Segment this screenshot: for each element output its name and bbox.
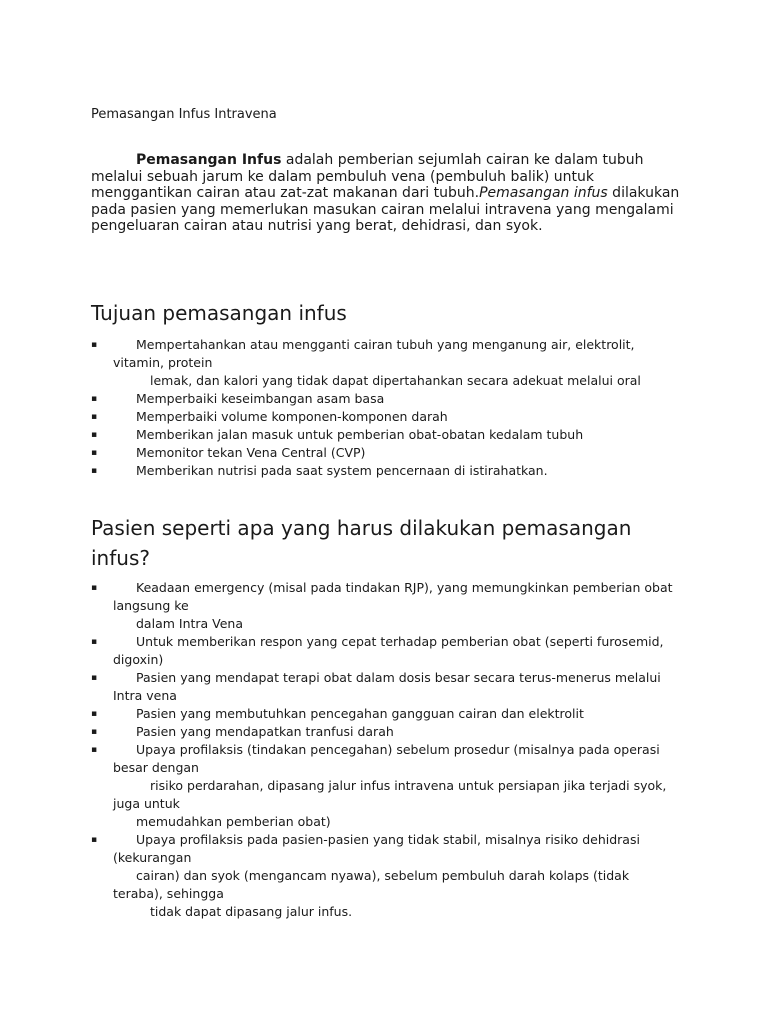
list-item-line: lemak, dan kalori yang tidak dapat dipertahankan secara adekuat melalui oral [150,373,641,388]
list-item-line: cairan) dan syok (mengancam nyawa), sebelum pembuluh darah kolaps (tidak [136,868,630,883]
intro-italic-term: Pemasangan infus [479,185,608,201]
list-item-line: Pasien yang mendapat terapi obat dalam dosis besar secara terus-menerus melalui [136,670,661,685]
list-item-line: Pasien yang membutuhkan pencegahan gangguan cairan dan elektrolit [136,706,584,721]
intro-paragraph [91,152,681,235]
square-bullet-icon: ▪ [91,466,98,476]
list-item-line: tidak dapat dipasang jalur infus. [150,904,353,919]
list-item [91,390,681,408]
list-item-line: Upaya profilaksis pada pasien-pasien yang tidak stabil, misalnya risiko dehidrasi [136,832,640,847]
intro-bold-term: Pemasangan Infus [136,152,282,168]
pasien-list [91,579,681,921]
list-item-line: Intra vena [113,688,177,703]
section-heading-pasien: Pasien seperti apa yang harus dilakukan pemasangan infus? [91,516,632,570]
list-item-line: digoxin) [113,652,164,667]
list-item-line: (kekurangan [113,850,192,865]
list-item-line: dalam Intra Vena [136,616,244,631]
list-item [91,336,681,390]
list-item [91,741,681,831]
list-item [91,444,681,462]
square-bullet-icon: ▪ [91,709,98,719]
square-bullet-icon: ▪ [91,448,98,458]
list-item-line: Keadaan emergency (misal pada tindakan RJP), yang memungkinkan pemberian obat [136,580,673,595]
document-title: Pemasangan Infus Intravena [91,107,277,122]
list-item-line: Memperbaiki keseimbangan asam basa [136,391,385,406]
square-bullet-icon: ▪ [91,340,98,350]
list-item-line: Memberikan jalan masuk untuk pemberian obat-obatan kedalam tubuh [136,427,584,442]
list-item-line: memudahkan pemberian obat) [136,814,331,829]
square-bullet-icon: ▪ [91,430,98,440]
list-item [91,408,681,426]
list-item-line: Mempertahankan atau mengganti cairan tubuh yang menganung air, elektrolit, [136,337,635,352]
list-item [91,723,681,741]
list-item-line: Memberikan nutrisi pada saat system pencernaan di istirahatkan. [136,463,548,478]
square-bullet-icon: ▪ [91,394,98,404]
list-item [91,705,681,723]
intro-text-2: dilakukan pada pasien yang memerlukan masukan cairan melalui intravena yang mengalami pengeluaran cairan atau nutrisi yang berat, dehidrasi, dan syok. [91,185,680,234]
list-item-line: besar dengan [113,760,199,775]
list-item [91,462,681,480]
list-item-line: Memperbaiki volume komponen-komponen darah [136,409,448,424]
list-item [91,669,681,705]
square-bullet-icon: ▪ [91,412,98,422]
list-item-line: Untuk memberikan respon yang cepat terhadap pemberian obat (seperti furosemid, [136,634,664,649]
intro-text-1: adalah pemberian sejumlah cairan ke dalam tubuh melalui sebuah jarum ke dalam pembuluh vena (pembuluh balik) untuk menggantikan cairan atau zat-zat makanan dari tubuh. [91,152,644,201]
list-item-line: langsung ke [113,598,189,613]
square-bullet-icon: ▪ [91,745,98,755]
list-item-line: risiko perdarahan, dipasang jalur infus intravena untuk persiapan jika terjadi syok, [150,778,667,793]
list-item-line: Memonitor tekan Vena Central (CVP) [136,445,366,460]
tujuan-list [91,336,681,480]
section-heading-tujuan: Tujuan pemasangan infus [91,301,347,325]
square-bullet-icon: ▪ [91,637,98,647]
square-bullet-icon: ▪ [91,835,98,845]
list-item [91,831,681,921]
list-item-line: teraba), sehingga [113,886,224,901]
list-item [91,633,681,669]
list-item-line: vitamin, protein [113,355,213,370]
square-bullet-icon: ▪ [91,727,98,737]
list-item-line: Upaya profilaksis (tindakan pencegahan) sebelum prosedur (misalnya pada operasi [136,742,660,757]
list-item-line: juga untuk [113,796,180,811]
square-bullet-icon: ▪ [91,583,98,593]
list-item-line: Pasien yang mendapatkan tranfusi darah [136,724,394,739]
square-bullet-icon: ▪ [91,673,98,683]
list-item [91,579,681,633]
list-item [91,426,681,444]
